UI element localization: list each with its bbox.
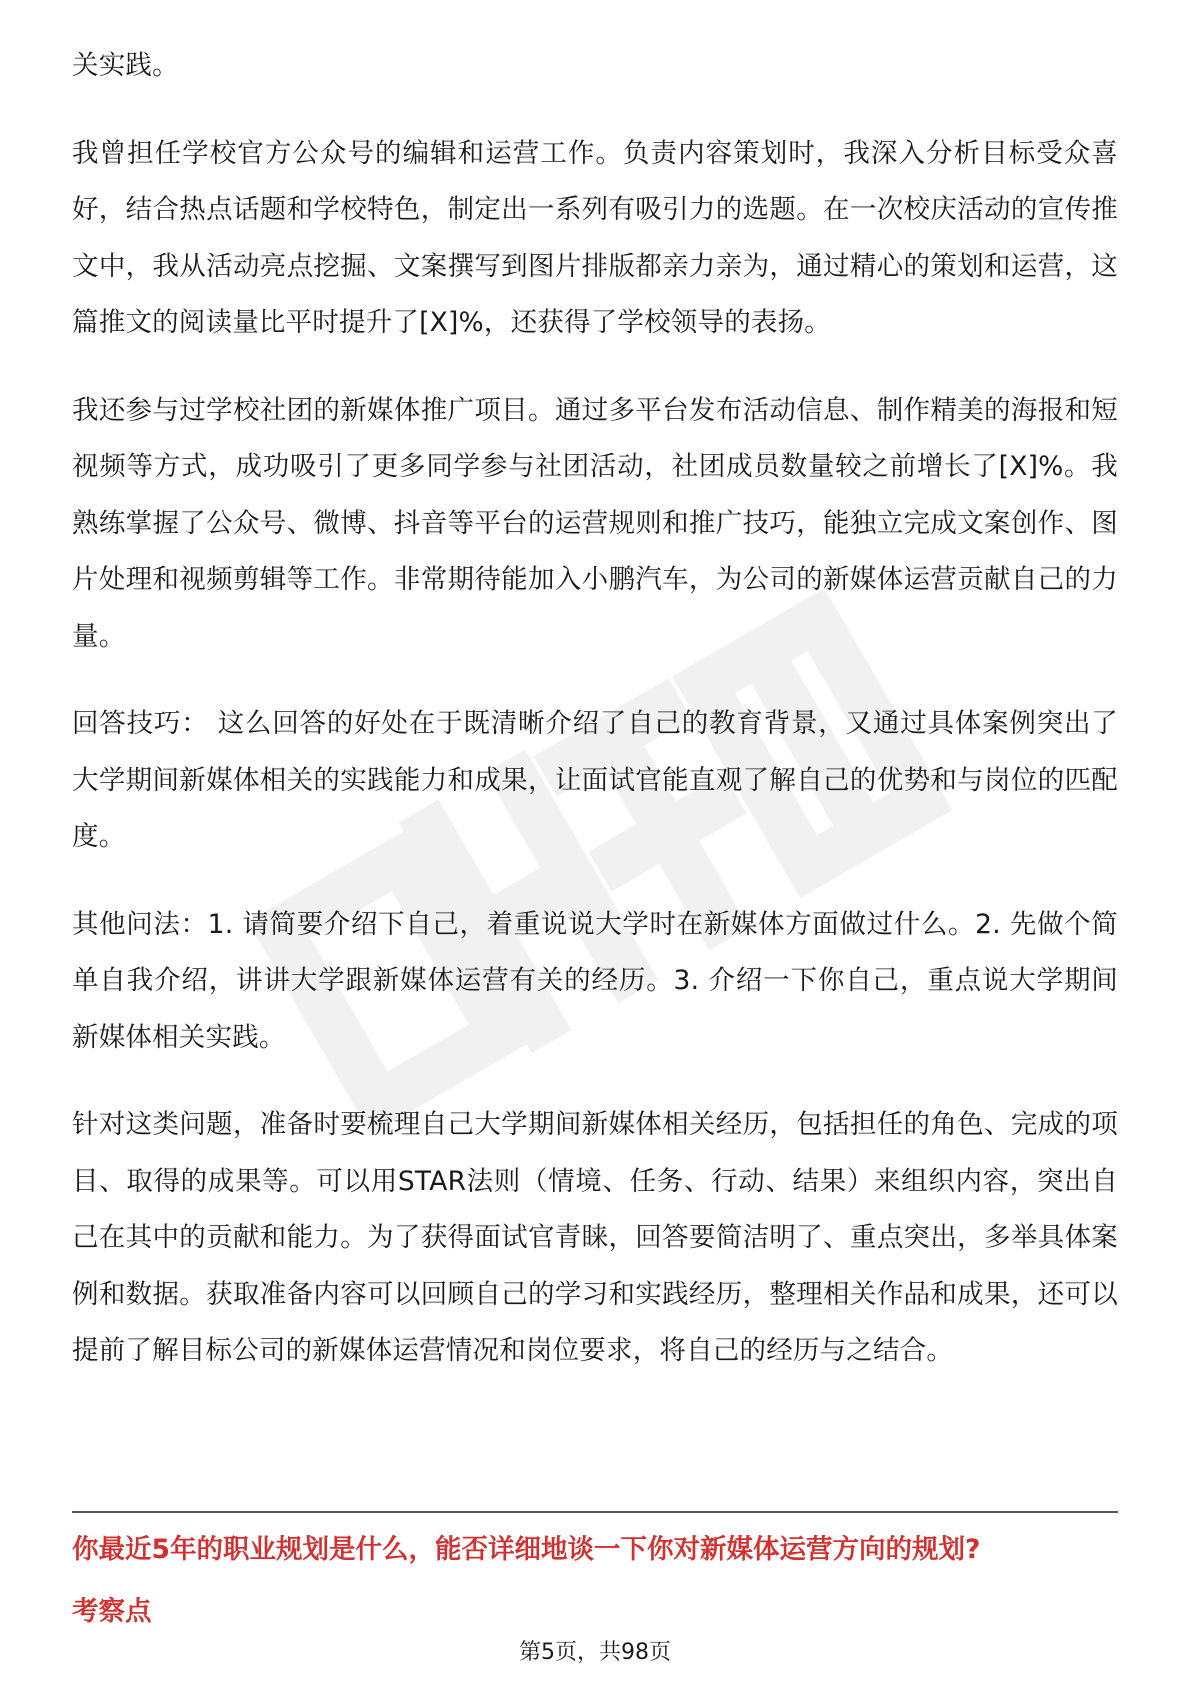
- paragraph-answer-tips: 回答技巧： 这么回答的好处在于既清晰介绍了自己的教育背景，又通过具体案例突出了大学期间新媒体相关的实践能力和成果，让面试官能直观了解自己的优势和与岗位的匹配度。: [72, 708, 1118, 852]
- paragraph-continuation: 关实践。: [72, 50, 179, 81]
- paragraph-club-promotion-experience: 我还参与过学校社团的新媒体推广项目。通过多平台发布活动信息、制作精美的海报和短视频等方式，成功吸引了更多同学参与社团活动，社团成员数量较之前增长了[X]%。我熟练掌握了公众号、微博、抖音等平台的运营规则和推广技巧，能独立完成文案创作、图片处理和视频剪辑等工作。非常期待能加入小鹏汽车，为公司的新媒体运营贡献自己的力量。: [72, 394, 1118, 652]
- document-body: [72, 38, 1118, 1380]
- paragraph-preparation-advice: 针对这类问题，准备时要梳理自己大学期间新媒体相关经历，包括担任的角色、完成的项目、取得的成果等。可以用STAR法则（情境、任务、行动、结果）来组织内容，突出自己在其中的贡献和能力。为了获得面试官青睐，回答要简洁明了、重点突出，多举具体案例和数据。获取准备内容可以回顾自己的学习和实践经历，整理相关作品和成果，还可以提前了解目标公司的新媒体运营情况和岗位要求，将自己的经历与之结合。: [72, 1109, 1118, 1366]
- section-divider: [72, 1511, 1118, 1513]
- paragraph-official-account-experience: 我曾担任学校官方公众号的编辑和运营工作。负责内容策划时，我深入分析目标受众喜好，结合热点话题和学校特色，制定出一系列有吸引力的选题。在一次校庆活动的宣传推文中，我从活动亮点挖掘、文案撰写到图片排版都亲力亲为，通过精心的策划和运营，这篇推文的阅读量比平时提升了[X]%，还获得了学校领导的表扬。: [72, 137, 1118, 338]
- paragraph-alternative-phrasings: 其他问法：1. 请简要介绍下自己，着重说说大学时在新媒体方面做过什么。2. 先做个简单自我介绍，讲讲大学跟新媒体运营有关的经历。3. 介绍一下你自己，重点说大学期间新媒体相关实践。: [72, 908, 1118, 1053]
- assessment-points-label: 考察点: [72, 1596, 152, 1627]
- page-number-footer: 第5页，共98页: [519, 1640, 671, 1665]
- next-question-heading: 你最近5年的职业规划是什么，能否详细地谈一下你对新媒体运营方向的规划?: [72, 1534, 981, 1565]
